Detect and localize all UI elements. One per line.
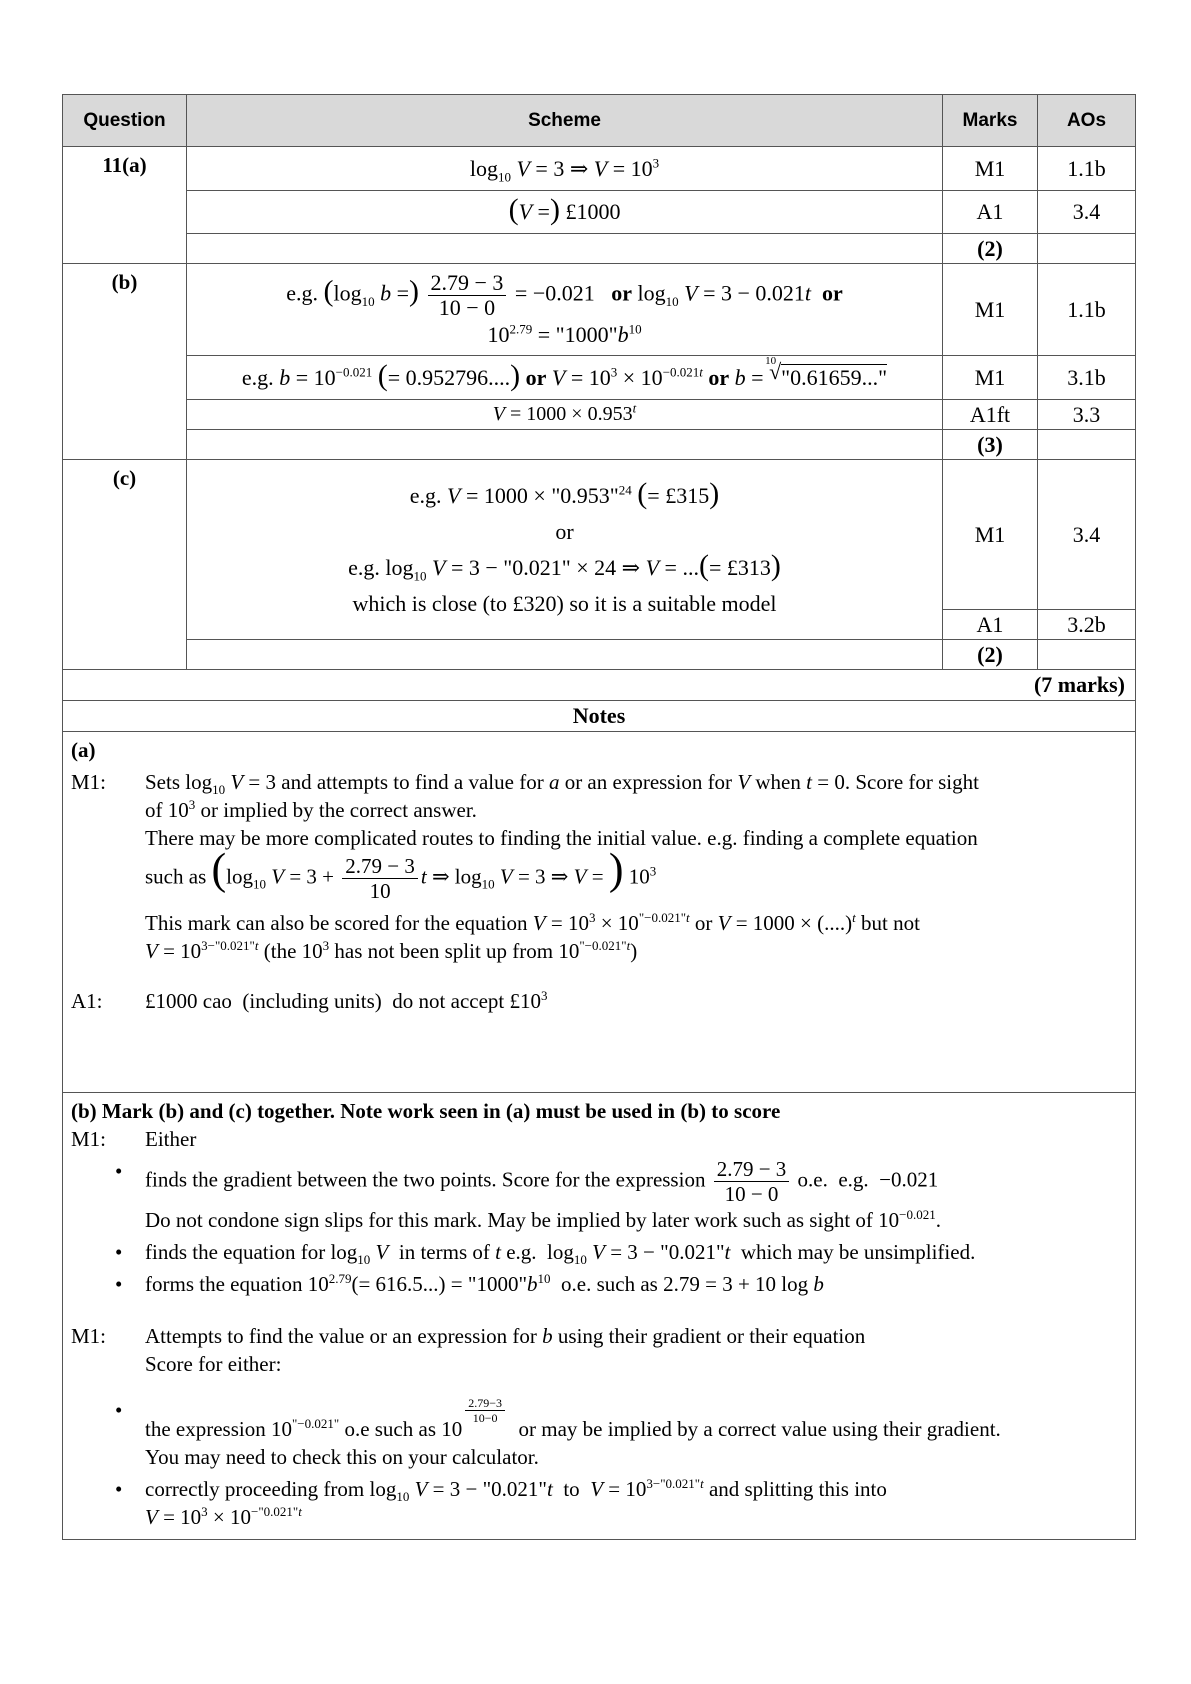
ao-b-3: 3.3 bbox=[1038, 400, 1136, 430]
row-a1 bbox=[63, 147, 1136, 191]
notes-b-m1b-label: M1: bbox=[71, 1324, 107, 1348]
row-notes-title bbox=[63, 701, 1136, 732]
ao-b-2: 3.1b bbox=[1038, 356, 1136, 400]
header-aos: AOs bbox=[1038, 95, 1136, 147]
question-label-a: 11(a) bbox=[63, 147, 187, 264]
row-a2 bbox=[63, 191, 1136, 234]
row-notes-a bbox=[63, 732, 1136, 1093]
row-c1 bbox=[63, 460, 1136, 610]
scheme-b-line3: $V = 1000 \times 0.953^t$ bbox=[187, 400, 943, 430]
header-marks: Marks bbox=[943, 95, 1038, 147]
header-scheme: Scheme bbox=[187, 95, 943, 147]
notes-b-score-either: Score for either: bbox=[145, 1352, 282, 1376]
scheme-c-conclusion: which is close (to £320) so it is a suitable model bbox=[352, 590, 777, 616]
row-b3 bbox=[63, 400, 1136, 430]
ao-b-1: 1.1b bbox=[1038, 264, 1136, 356]
mark-b-m1b: M1 bbox=[943, 356, 1038, 400]
question-label-c: (c) bbox=[63, 460, 187, 670]
question-label-b: (b) bbox=[63, 264, 187, 460]
notes-b-m1-label: M1: bbox=[71, 1127, 107, 1151]
notes-b: (b) Mark (b) and (c) together. Note work seen in (a) must be used in (b) to score M1: Either • finds the gradient between the two points. Score for the expression $\frac{2.79 - 3}{10 - 0}$ o.e. e.g. −0.021 Do not condone sign slips for this mark. May be implied by later work such as sight of $10^{-0.021}$. • finds the equation for $\log_{10} V$ in terms of t e.g. $\log_{10} V = 3$ − "0.021"t which may be unsimplified. • forms the equation $10^{2.79}(= 616.5...)$ = "$1000"b^{10}$ o.e. such as 2.79 = 3 + 10 log b M1: Attempts to find the value or an expression for b using their gradient or their equation Score for either: • the expression $10^{"-0.021"}$ o.e such as 10 $^{\frac{2.79-3}{10-0}}$ or may be implied by a correct value using their gradient. You may need to check this on your calculator. • correctly proceeding from $\log_{10} V = 3$ − "0.021"t to $V = 10^{3-"0.021"t}$ and splitting this into $V = 10^3 \times 10^{-"0.021"t}$ bbox=[63, 1093, 1136, 1540]
notes-title: Notes bbox=[63, 701, 1136, 732]
mark-a-total: (2) bbox=[943, 234, 1038, 264]
notes-b-either: Either bbox=[145, 1127, 197, 1151]
mark-c-a1: A1 bbox=[943, 610, 1038, 640]
ao-c-1: 3.4 bbox=[1038, 460, 1136, 610]
row-c-total bbox=[63, 640, 1136, 670]
row-b1 bbox=[63, 264, 1136, 356]
row-b-total bbox=[63, 430, 1136, 460]
mark-a-a1: A1 bbox=[943, 191, 1038, 234]
row-a-total bbox=[63, 234, 1136, 264]
ao-a-1: 1.1b bbox=[1038, 147, 1136, 191]
notes-a: (a) M1: Sets $\log_{10} V = 3$ and attempts to find a value for a or an expression for V when t = 0. Score for sight of $10^3$ or implied by the correct answer. There may be more complicated routes to finding the initial value. e.g. finding a complete equation such as ($\log_{10}$ V = 3 + $\frac{2.79 - 3}{10}$ t ⇒ $\log_{10} V = 3$ ⇒ V = ) $10^3$ This mark can also be scored for the equation $V = 10^3 \times 10^{"-0.021"t}$ or V = 1000 × (....)$^t$ but not $V = 10^{3-"0.021"t}$ (the $10^3$ has not been split up from $10^{"-0.021"t}$) A1: £1000 cao (including units) do not accept $£10^3$ bbox=[63, 732, 1136, 1093]
mark-scheme-table bbox=[62, 94, 1136, 1540]
mark-b-total: (3) bbox=[943, 430, 1038, 460]
total-marks: (7 marks) bbox=[63, 670, 1136, 701]
mark-b-a1ft: A1ft bbox=[943, 400, 1038, 430]
notes-a-a1-label: A1: bbox=[71, 989, 103, 1013]
scheme-b-line2: e.g. $b = 10^{-0.021}$ (= 0.952796....) or $V = 10^3 \times 10^{-0.021t}$ or b = √ 10 "0.61659..." bbox=[187, 356, 943, 400]
mark-a-m1: M1 bbox=[943, 147, 1038, 191]
row-b2 bbox=[63, 356, 1136, 400]
mark-b-m1a: M1 bbox=[943, 264, 1038, 356]
ao-c-2: 3.2b bbox=[1038, 610, 1136, 640]
scheme-c: e.g. V = 1000 × "0.953"$^{24}$ (= £315) or e.g. $\log_{10} V = 3$ − "0.021" × 24 ⇒ V = ...(= £313) which is close (to £320) so it is a suitable model bbox=[187, 460, 943, 640]
scheme-b-line1: e.g. ($\log_{10}$ b =) $\frac{2.79 - 3}{10 - 0}$ = −0.021 or $\log_{10} V = 3 - 0.021t$ or $10^{2.79}$ = "$1000"b^{10}$ bbox=[187, 264, 943, 356]
notes-a-heading: (a) bbox=[71, 738, 96, 762]
scheme-a-line1: $\log_{10} V = 3$ ⇒ $V = 10^3$ bbox=[187, 147, 943, 191]
scheme-c-or: or bbox=[555, 518, 574, 544]
header-question: Question bbox=[63, 95, 187, 147]
header-row bbox=[63, 95, 1136, 147]
mark-scheme bbox=[62, 94, 1135, 1540]
notes-b-heading: (b) Mark (b) and (c) together. Note work seen in (a) must be used in (b) to score bbox=[71, 1099, 781, 1123]
row-notes-b bbox=[63, 1093, 1136, 1540]
scheme-a-line2: (V =) £1000 bbox=[187, 191, 943, 234]
ao-a-2: 3.4 bbox=[1038, 191, 1136, 234]
mark-c-total: (2) bbox=[943, 640, 1038, 670]
notes-b-calc-check: You may need to check this on your calculator. bbox=[145, 1445, 539, 1469]
notes-a-m1-label: M1: bbox=[71, 770, 107, 794]
mark-c-m1: M1 bbox=[943, 460, 1038, 610]
row-total bbox=[63, 670, 1136, 701]
